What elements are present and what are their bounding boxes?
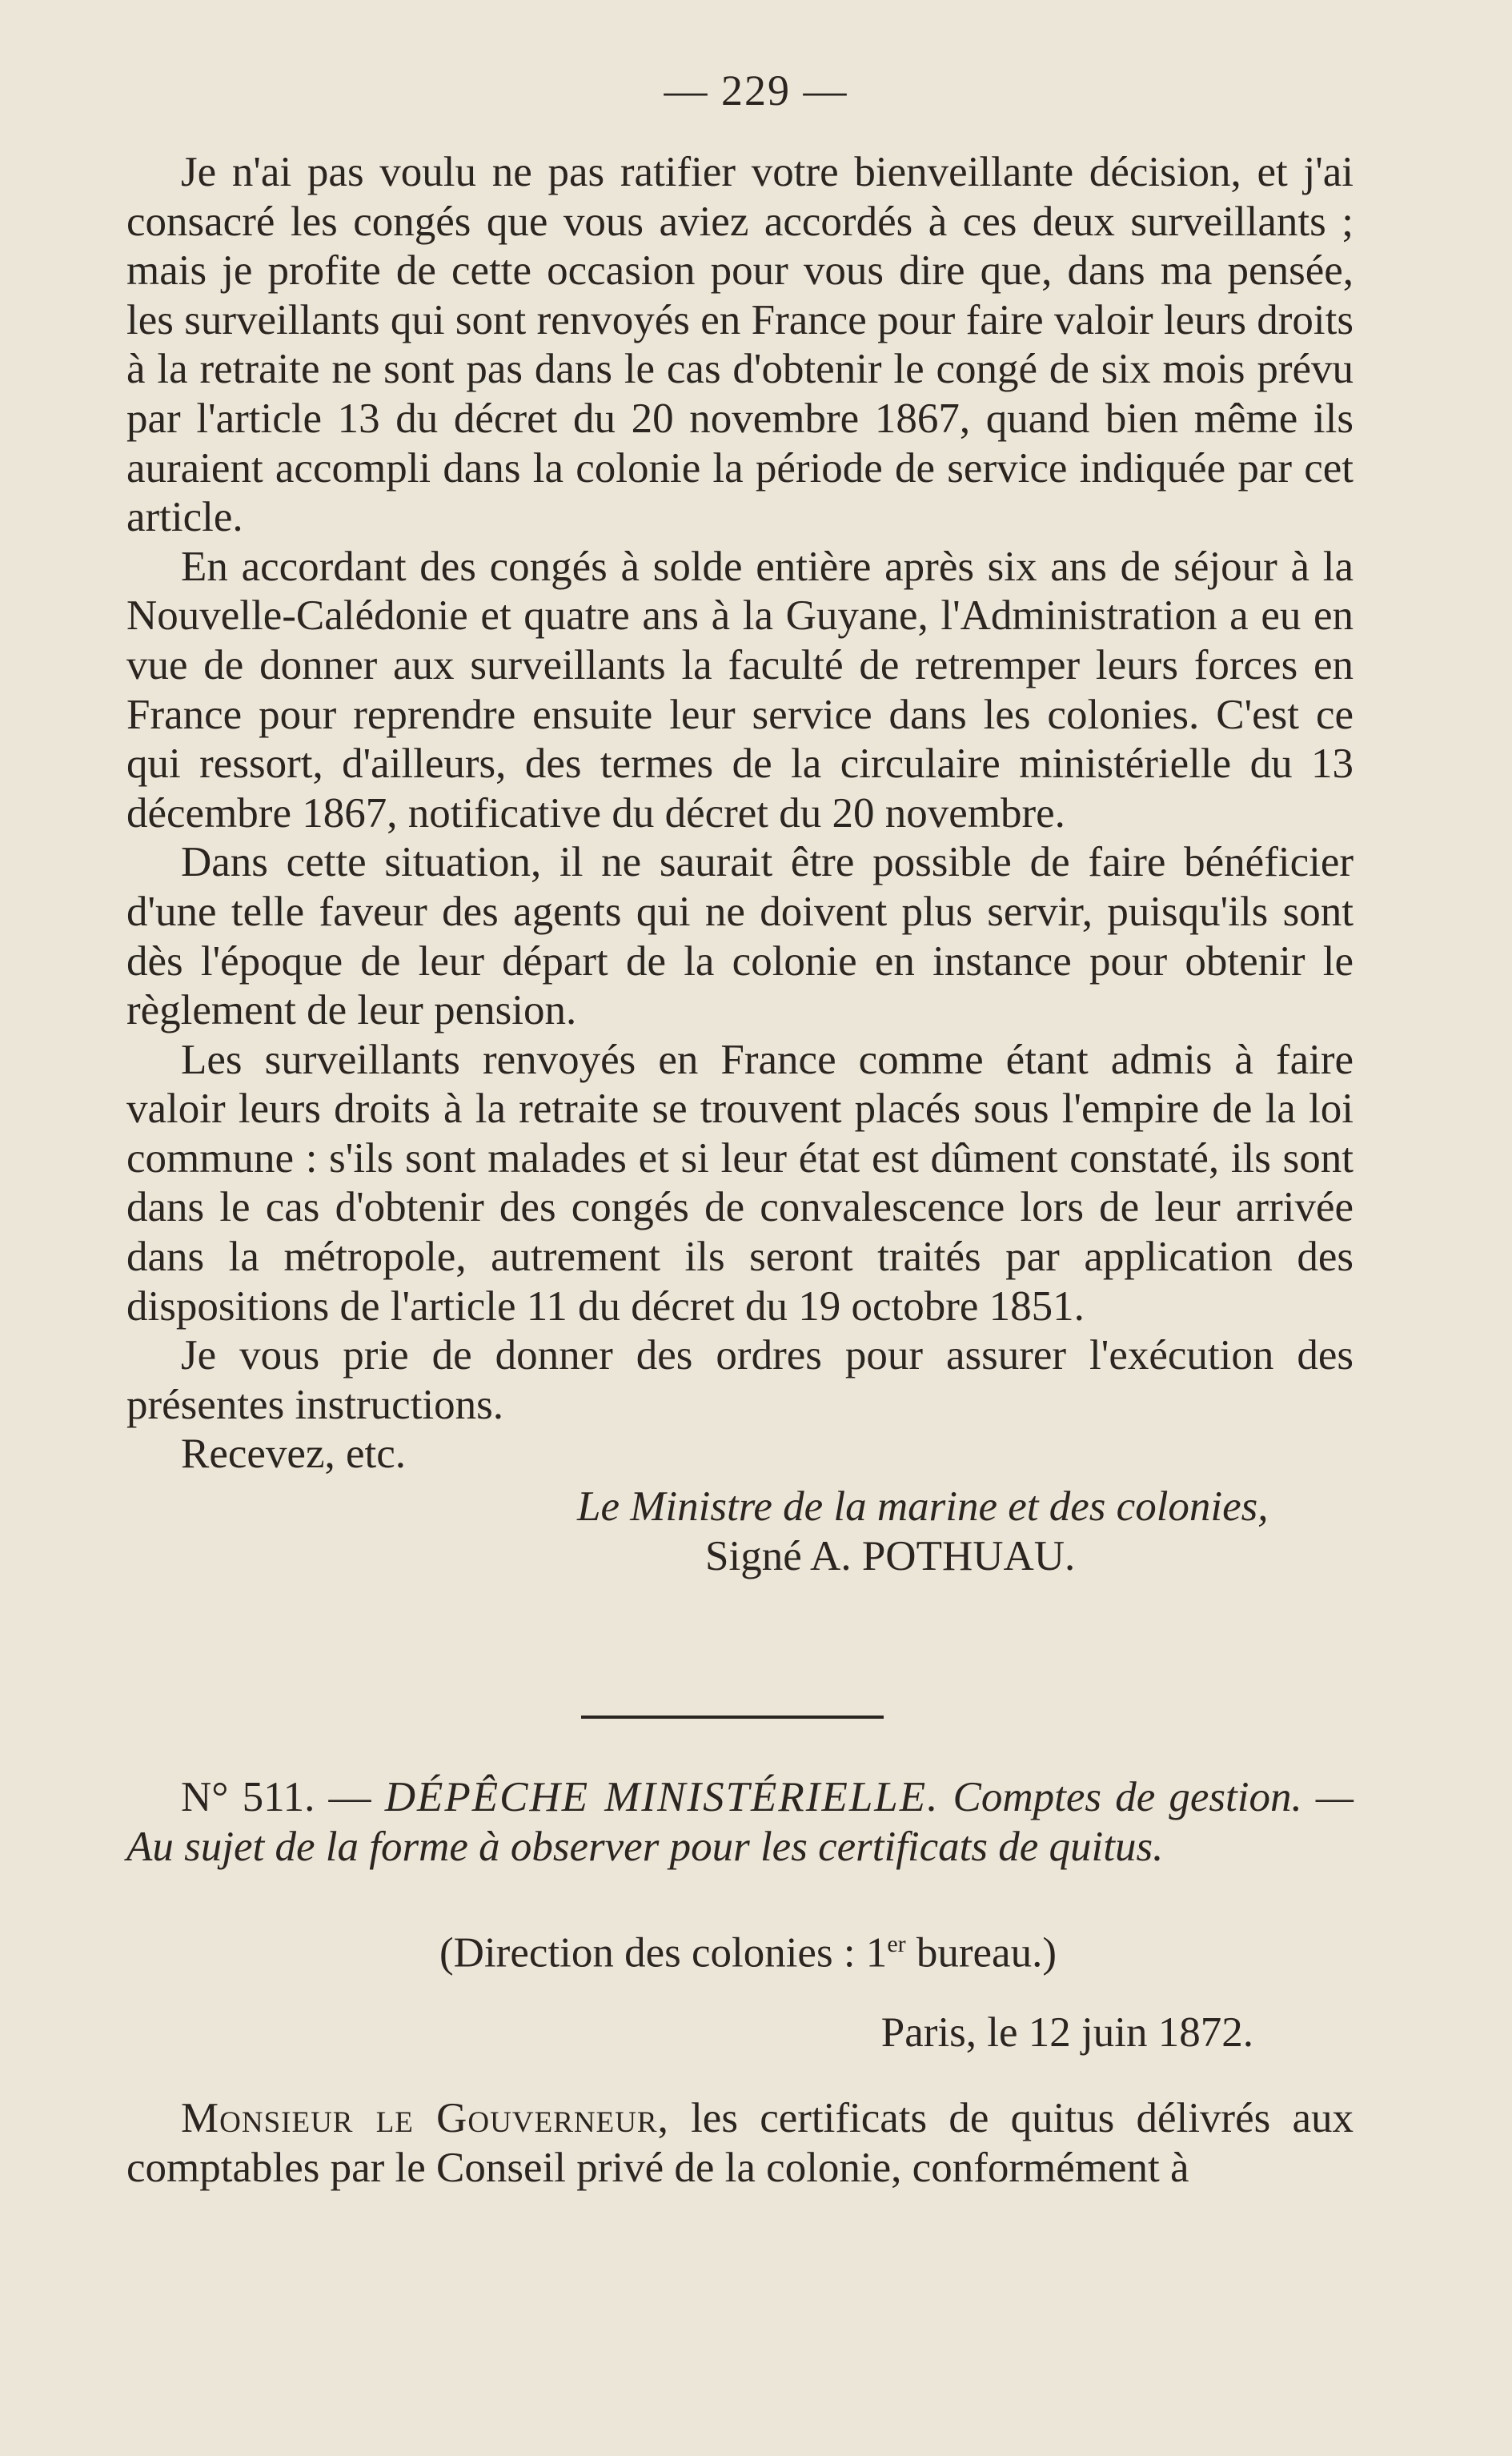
section-divider [581,1716,884,1719]
dispatch-title: DÉPÊCHE MINISTÉRIELLE. [384,1774,940,1820]
page-number: — 229 — [664,66,848,114]
direction-text: (Direction des colonies : 1 [439,1929,888,1976]
dispatch-section [126,1773,1354,2193]
signature-block [126,1483,1354,1581]
signatory-name: Signé A. POTHUAU. [705,1532,1076,1579]
paragraph: Je n'ai pas voulu ne pas ratifier votre bienveillante décision, et j'ai consacré les congés que vous aviez accordés à ces deux surveillants ; mais je profite de cette occasion pour vous dire que, dans ma pensée, les surveillants qui sont renvoyés en France pour faire valoir leurs droits à la retraite ne sont pas dans le cas d'obtenir le congé de six mois prévu par l'article 13 du décret du 20 novembre 1867, quand bien même ils auraient accompli dans la colonie la période de service indiquée par cet article. [126,149,1354,541]
closing-formula: Recevez, etc. [181,1431,406,1478]
direction-superscript: er [887,1931,906,1958]
paragraph: Les surveillants renvoyés en France comme étant admis à faire valoir leurs droits à la retraite se trouvent placés sous l'empire de la loi commune : s'ils sont malades et si leur état est dûment constaté, ils sont dans le cas d'obtenir des congés de convalescence lors de leur arrivée dans la métropole, autrement ils seront traités par application des dispositions de l'article 11 du décret du 19 octobre 1851. [126,1036,1354,1330]
dispatch-body [126,2094,1354,2193]
dispatch-direction [126,1920,1354,1978]
dispatch-subject: Comptes de gestion. — Au sujet de la forme à observer pour les certificats de quitus. [126,1774,1354,1870]
dispatch-heading [126,1773,1354,1872]
salutation: Monsieur le Gouverneur, [181,2095,669,2142]
direction-text-end: bureau.) [905,1929,1057,1976]
dispatch-dash: — [315,1774,385,1820]
signatory-title: Le Ministre de la marine et des colonies, [577,1483,1269,1531]
paragraph: Je vous prie de donner des ordres pour assurer l'exécution des présentes instructions. [126,1332,1354,1428]
paragraph: Dans cette situation, il ne saurait être possible de faire bénéficier d'une telle faveur des agents qui ne doivent plus servir, puisqu'ils sont dès l'époque de leur départ de la colonie en instance pour obtenir le règlement de leur pension. [126,839,1354,1034]
letter-body [126,148,1354,1581]
paragraph: En accordant des congés à solde entière après six ans de séjour à la Nouvelle-Calédonie et quatre ans à la Guyane, l'Administration a eu en vue de donner aux surveillants la faculté de retremper leurs forces en France pour reprendre ensuite leur service dans les colonies. C'est ce qui ressort, d'ailleurs, des termes de la circulaire ministérielle du 13 décembre 1867, notificative du décret du 20 novembre. [126,543,1354,837]
dispatch-number: N° 511. [181,1774,315,1820]
dateline: Paris, le 12 juin 1872. [880,2009,1253,2057]
dispatch-body-text: les certificats de quitus délivrés aux comptables par le Conseil privé de la colonie, conformément à [126,2095,1354,2191]
